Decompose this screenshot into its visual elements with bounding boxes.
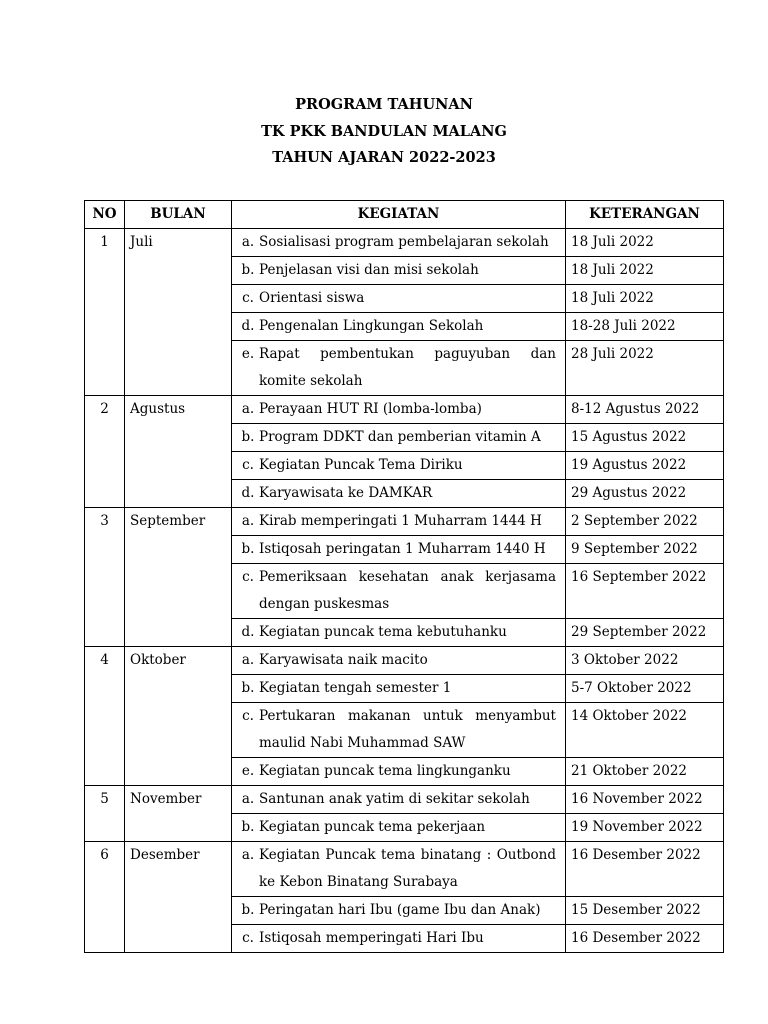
- title-line-2: TK PKK BANDULAN MALANG: [261, 122, 507, 140]
- table-row: [85, 842, 724, 897]
- activity-text: Santunan anak yatim di sekitar sekolah: [259, 791, 530, 807]
- activity-cell: [232, 285, 566, 313]
- row-number: 1: [85, 229, 125, 396]
- activity-text: Istiqosah memperingati Hari Ibu: [259, 930, 484, 946]
- table-row: [85, 786, 724, 814]
- activity-letter: a.: [241, 791, 255, 807]
- activity-text: Pemeriksaan kesehatan anak kerjasama dengan puskesmas: [259, 569, 556, 612]
- activity-text: Penjelasan visi dan misi sekolah: [259, 262, 479, 278]
- date-cell: 16 November 2022: [566, 786, 724, 814]
- document-title-block: [0, 92, 768, 172]
- row-number: 5: [85, 786, 125, 842]
- activity-cell: [232, 842, 566, 897]
- activity-letter: c.: [242, 569, 254, 585]
- table-row: [85, 647, 724, 675]
- activity-cell: [232, 396, 566, 424]
- activity-text: Sosialisasi program pembelajaran sekolah: [259, 234, 549, 250]
- month-cell: September: [125, 508, 232, 647]
- activity-letter: b.: [241, 819, 255, 835]
- activity-cell: [232, 313, 566, 341]
- date-cell: 19 Agustus 2022: [566, 452, 724, 480]
- activity-letter: e.: [241, 346, 255, 362]
- activity-letter: c.: [242, 457, 254, 473]
- activity-letter: b.: [241, 541, 255, 557]
- activity-letter: d.: [241, 318, 255, 334]
- date-cell: 16 Desember 2022: [566, 925, 724, 953]
- activity-cell: [232, 758, 566, 786]
- activity-text: Kegiatan puncak tema kebutuhanku: [259, 624, 507, 640]
- activity-letter: e.: [241, 763, 255, 779]
- table-row: [85, 396, 724, 424]
- header-no: NO: [85, 201, 125, 229]
- month-cell: November: [125, 786, 232, 842]
- date-cell: 21 Oktober 2022: [566, 758, 724, 786]
- activity-text: Peringatan hari Ibu (game Ibu dan Anak): [259, 902, 541, 918]
- activity-letter: a.: [241, 513, 255, 529]
- activity-text: Kegiatan tengah semester 1: [259, 680, 452, 696]
- activity-cell: [232, 508, 566, 536]
- row-number: 3: [85, 508, 125, 647]
- table-body: [85, 229, 724, 953]
- activity-cell: [232, 897, 566, 925]
- activity-text: Program DDKT dan pemberian vitamin A: [259, 429, 541, 445]
- activity-cell: [232, 814, 566, 842]
- activity-text: Pertukaran makanan untuk menyambut maulid Nabi Muhammad SAW: [259, 708, 556, 751]
- activity-text: Pengenalan Lingkungan Sekolah: [259, 318, 484, 334]
- activity-text: Kegiatan Puncak Tema Diriku: [259, 457, 463, 473]
- activity-cell: [232, 619, 566, 647]
- title-line-1: PROGRAM TAHUNAN: [295, 96, 473, 113]
- activity-cell: [232, 925, 566, 953]
- row-number: 6: [85, 842, 125, 953]
- date-cell: 15 Desember 2022: [566, 897, 724, 925]
- activity-cell: [232, 647, 566, 675]
- activity-letter: c.: [242, 930, 254, 946]
- activity-cell: [232, 229, 566, 257]
- activity-text: Istiqosah peringatan 1 Muharram 1440 H: [259, 541, 546, 557]
- activity-cell: [232, 536, 566, 564]
- activity-letter: a.: [241, 401, 255, 417]
- activity-text: Karyawisata naik macito: [259, 652, 428, 668]
- date-cell: 3 Oktober 2022: [566, 647, 724, 675]
- month-cell: Agustus: [125, 396, 232, 508]
- activity-letter: d.: [241, 485, 255, 501]
- date-cell: 2 September 2022: [566, 508, 724, 536]
- table-row: [85, 508, 724, 536]
- activity-cell: [232, 675, 566, 703]
- date-cell: 9 September 2022: [566, 536, 724, 564]
- activity-letter: a.: [241, 847, 255, 863]
- date-cell: 15 Agustus 2022: [566, 424, 724, 452]
- activity-cell: [232, 786, 566, 814]
- date-cell: 16 September 2022: [566, 564, 724, 619]
- activity-letter: b.: [241, 429, 255, 445]
- date-cell: 14 Oktober 2022: [566, 703, 724, 758]
- activity-letter: b.: [241, 262, 255, 278]
- date-cell: 18 Juli 2022: [566, 229, 724, 257]
- activity-cell: [232, 703, 566, 758]
- date-cell: 18-28 Juli 2022: [566, 313, 724, 341]
- table-header-row: [85, 201, 724, 229]
- activity-text: Kegiatan puncak tema lingkunganku: [259, 763, 511, 779]
- date-cell: 29 Agustus 2022: [566, 480, 724, 508]
- activity-cell: [232, 564, 566, 619]
- date-cell: 18 Juli 2022: [566, 257, 724, 285]
- activity-text: Kegiatan puncak tema pekerjaan: [259, 819, 486, 835]
- month-cell: Oktober: [125, 647, 232, 786]
- activity-cell: [232, 424, 566, 452]
- header-kegiatan: KEGIATAN: [232, 201, 566, 229]
- activity-cell: [232, 257, 566, 285]
- date-cell: 8-12 Agustus 2022: [566, 396, 724, 424]
- date-cell: 18 Juli 2022: [566, 285, 724, 313]
- activity-text: Karyawisata ke DAMKAR: [259, 485, 433, 501]
- activity-text: Kegiatan Puncak tema binatang : Outbond ke Kebon Binatang Surabaya: [259, 847, 556, 890]
- activity-letter: c.: [242, 290, 254, 306]
- program-table: [84, 200, 724, 953]
- activity-text: Rapat pembentukan paguyuban dan komite sekolah: [259, 346, 556, 389]
- header-keterangan: KETERANGAN: [566, 201, 724, 229]
- month-cell: Juli: [125, 229, 232, 396]
- date-cell: 29 September 2022: [566, 619, 724, 647]
- date-cell: 5-7 Oktober 2022: [566, 675, 724, 703]
- activity-cell: [232, 480, 566, 508]
- activity-letter: a.: [241, 652, 255, 668]
- row-number: 2: [85, 396, 125, 508]
- date-cell: 19 November 2022: [566, 814, 724, 842]
- activity-text: Perayaan HUT RI (lomba-lomba): [259, 401, 482, 417]
- activity-cell: [232, 452, 566, 480]
- activity-letter: b.: [241, 902, 255, 918]
- activity-letter: a.: [241, 234, 255, 250]
- title-line-3: TAHUN AJARAN 2022-2023: [272, 149, 496, 166]
- table-row: [85, 229, 724, 257]
- header-bulan: BULAN: [125, 201, 232, 229]
- activity-cell: [232, 341, 566, 396]
- activity-letter: c.: [242, 708, 254, 724]
- row-number: 4: [85, 647, 125, 786]
- date-cell: 16 Desember 2022: [566, 842, 724, 897]
- activity-letter: b.: [241, 680, 255, 696]
- activity-letter: d.: [241, 624, 255, 640]
- activity-text: Kirab memperingati 1 Muharram 1444 H: [259, 513, 542, 529]
- month-cell: Desember: [125, 842, 232, 953]
- activity-text: Orientasi siswa: [259, 290, 365, 306]
- date-cell: 28 Juli 2022: [566, 341, 724, 396]
